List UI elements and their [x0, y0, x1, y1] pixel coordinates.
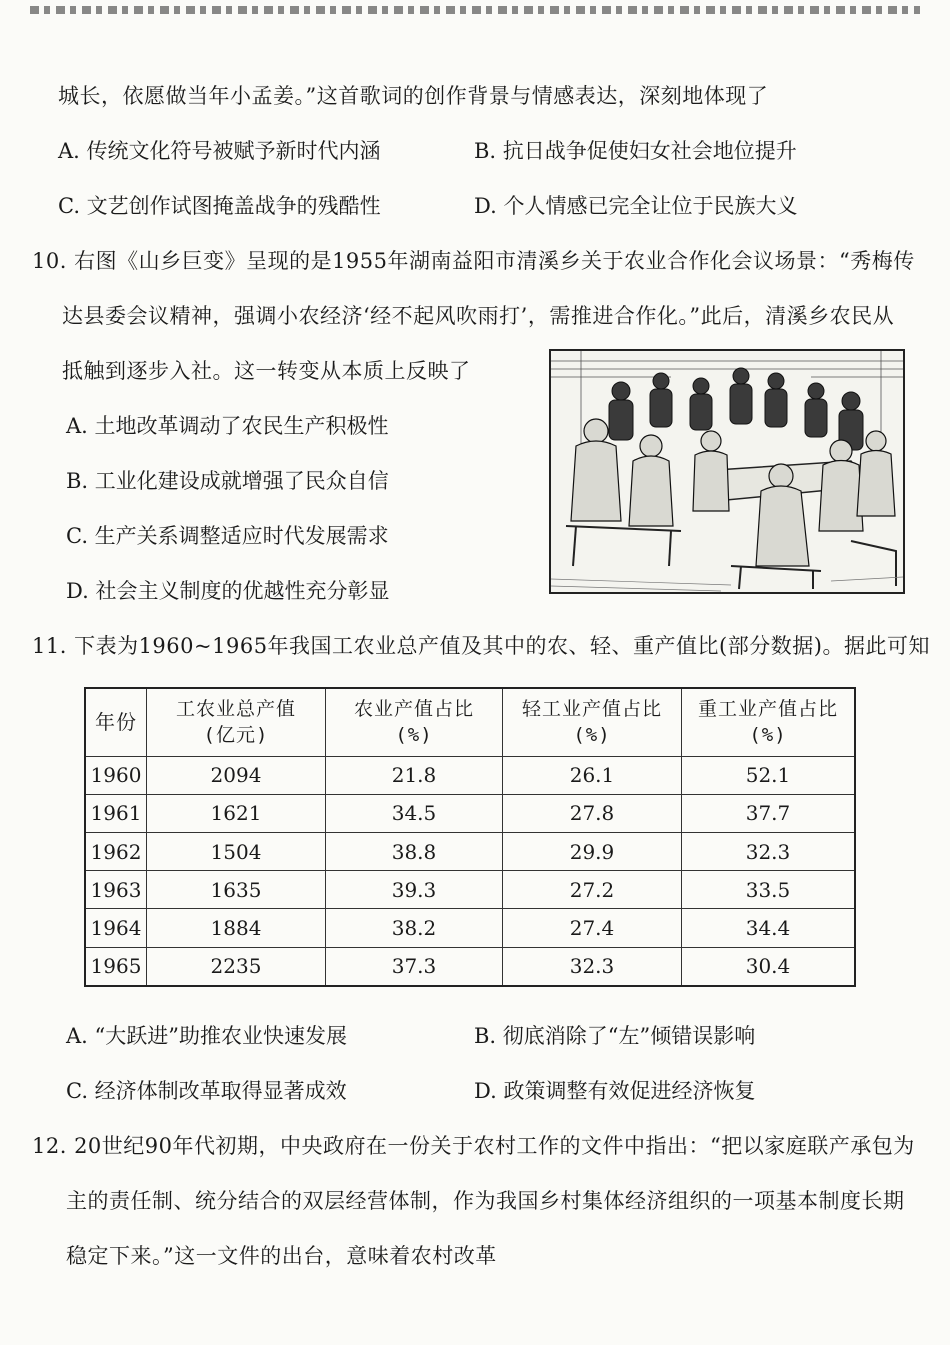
q10-option-a[interactable]: A. 土地改革调动了农民生产积极性	[66, 414, 389, 438]
q9-option-d[interactable]: D. 个人情感已完全让位于民族大义	[474, 194, 798, 218]
header-heavy-industry-share: 重工业产值占比 (%)	[682, 688, 856, 756]
cell-agriculture: 38.8	[326, 832, 503, 870]
cell-year: 1961	[85, 794, 147, 832]
q11-option-a[interactable]: A. “大跃进”助推农业快速发展	[66, 1024, 347, 1048]
cell-agriculture: 38.2	[326, 909, 503, 947]
q12-stem-line-1: 12. 20世纪90年代初期，中央政府在一份关于农村工作的文件中指出：“把以家庭联产承包为	[32, 1134, 915, 1158]
cell-light-industry: 27.2	[503, 871, 682, 909]
table-row	[85, 832, 855, 870]
cell-heavy-industry: 37.7	[682, 794, 856, 832]
cell-heavy-industry: 34.4	[682, 909, 856, 947]
cell-total: 1635	[147, 871, 326, 909]
table-row	[85, 909, 855, 947]
q10-stem-line-3: 抵触到逐步入社。这一转变从本质上反映了	[62, 359, 471, 383]
q9-stem-continuation: 城长，依愿做当年小孟姜。”这首歌词的创作背景与情感表达，深刻地体现了	[58, 84, 769, 108]
table-row	[85, 794, 855, 832]
cell-light-industry: 26.1	[503, 756, 682, 794]
q11-stem: 11. 下表为1960~1965年我国工农业总产值及其中的农、轻、重产值比(部分数据)。据此可知	[32, 634, 930, 658]
q10-stem-line-1: 10. 右图《山乡巨变》呈现的是1955年湖南益阳市清溪乡关于农业合作化会议场景：“秀梅传	[32, 249, 915, 273]
cell-agriculture: 39.3	[326, 871, 503, 909]
q10-option-d[interactable]: D. 社会主义制度的优越性充分彰显	[66, 579, 390, 603]
q11-option-b[interactable]: B. 彻底消除了“左”倾错误影响	[474, 1024, 756, 1048]
cell-total: 1621	[147, 794, 326, 832]
q11-option-d[interactable]: D. 政策调整有效促进经济恢复	[474, 1079, 756, 1103]
cell-agriculture: 34.5	[326, 794, 503, 832]
q9-option-c[interactable]: C. 文艺创作试图掩盖战争的残酷性	[58, 194, 381, 218]
q11-option-c[interactable]: C. 经济体制改革取得显著成效	[66, 1079, 347, 1103]
cell-heavy-industry: 30.4	[682, 947, 856, 986]
cut-off-text-line	[30, 0, 920, 14]
header-total-value: 工农业总产值 (亿元)	[147, 688, 326, 756]
header-light-industry-share: 轻工业产值占比 (%)	[503, 688, 682, 756]
q10-option-b[interactable]: B. 工业化建设成就增强了民众自信	[66, 469, 389, 493]
cell-light-industry: 27.4	[503, 909, 682, 947]
cell-total: 2235	[147, 947, 326, 986]
cell-total: 2094	[147, 756, 326, 794]
q12-stem-line-2: 主的责任制、统分结合的双层经营体制，作为我国乡村集体经济组织的一项基本制度长期	[66, 1189, 905, 1213]
cell-light-industry: 29.9	[503, 832, 682, 870]
q9-option-b[interactable]: B. 抗日战争促使妇女社会地位提升	[474, 139, 797, 163]
table-header-row	[85, 688, 855, 756]
cell-heavy-industry: 52.1	[682, 756, 856, 794]
production-value-table	[84, 687, 856, 987]
cell-heavy-industry: 33.5	[682, 871, 856, 909]
village-meeting-illustration	[549, 349, 905, 594]
cell-year: 1963	[85, 871, 147, 909]
cell-light-industry: 27.8	[503, 794, 682, 832]
header-agriculture-share: 农业产值占比 (%)	[326, 688, 503, 756]
table-row	[85, 947, 855, 986]
cell-light-industry: 32.3	[503, 947, 682, 986]
table-row	[85, 756, 855, 794]
cell-year: 1960	[85, 756, 147, 794]
cell-heavy-industry: 32.3	[682, 832, 856, 870]
q12-stem-line-3: 稳定下来。”这一文件的出台，意味着农村改革	[66, 1244, 497, 1268]
table-row	[85, 871, 855, 909]
q10-option-c[interactable]: C. 生产关系调整适应时代发展需求	[66, 524, 389, 548]
q10-stem-line-2: 达县委会议精神，强调小农经济‘经不起风吹雨打’，需推进合作化。”此后，清溪乡农民从	[62, 304, 895, 328]
cell-year: 1962	[85, 832, 147, 870]
cell-total: 1504	[147, 832, 326, 870]
cell-agriculture: 37.3	[326, 947, 503, 986]
cell-agriculture: 21.8	[326, 756, 503, 794]
cell-year: 1965	[85, 947, 147, 986]
cell-year: 1964	[85, 909, 147, 947]
q9-option-a[interactable]: A. 传统文化符号被赋予新时代内涵	[58, 139, 381, 163]
header-year: 年份	[85, 688, 147, 756]
meeting-scene-drawing	[551, 351, 903, 592]
cell-total: 1884	[147, 909, 326, 947]
